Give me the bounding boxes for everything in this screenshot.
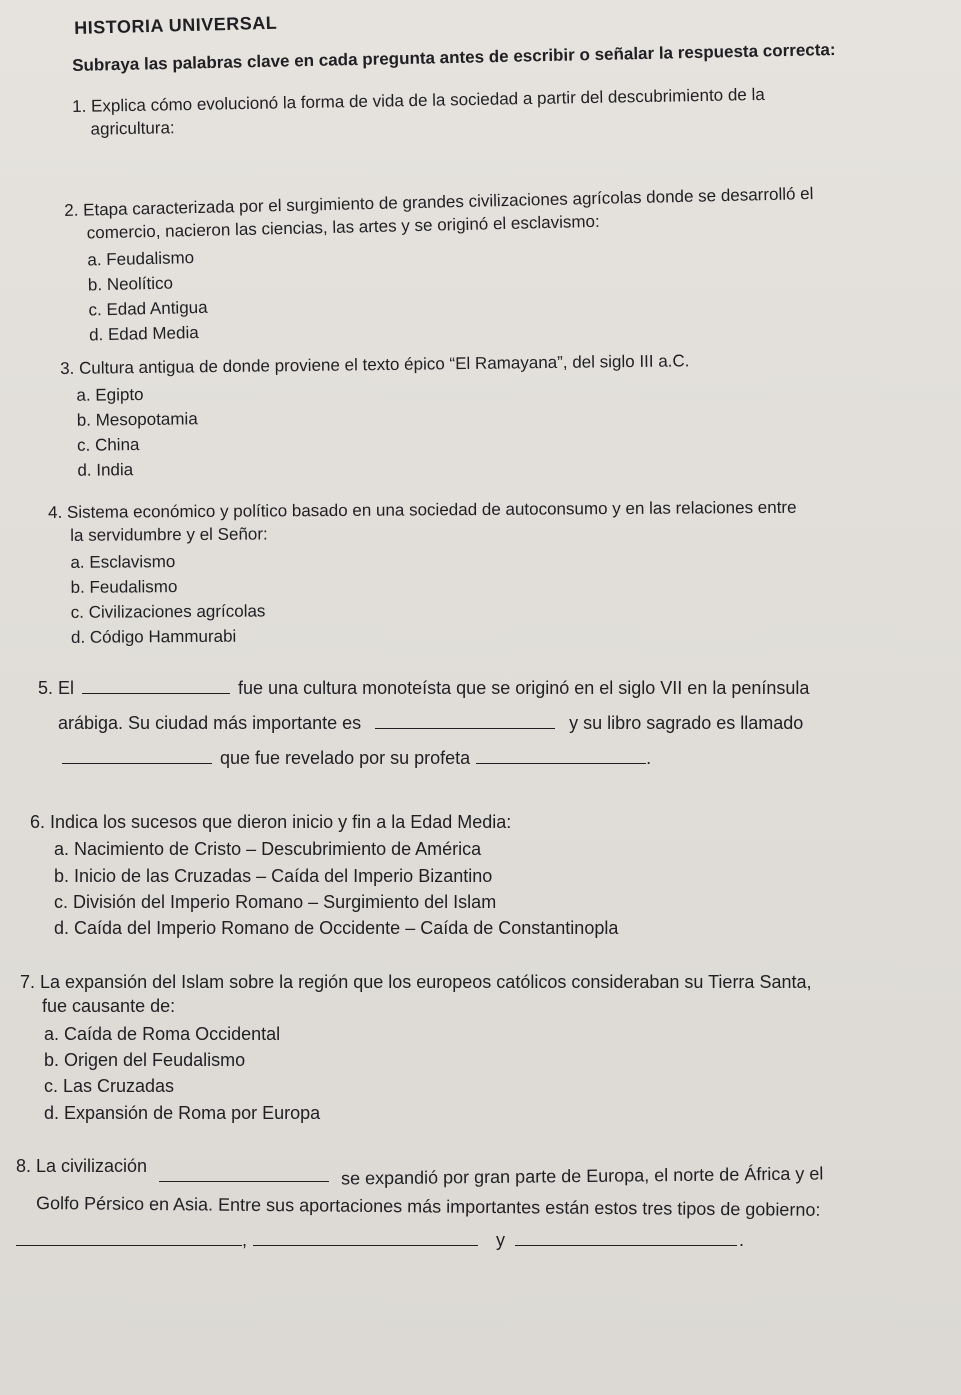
- question-6-text: 6. Indica los sucesos que dieron inicio y fin a la Edad Media:: [30, 812, 512, 832]
- question-8-text-1: 8. La civilización: [16, 1156, 148, 1176]
- question-8-end: .: [739, 1230, 745, 1251]
- question-1-text: 1. Explica cómo evolucionó la forma de vida de la sociedad a partir del descubrimiento de la: [72, 84, 765, 116]
- question-2-option-d[interactable]: d. Edad Media: [88, 323, 199, 345]
- question-3-option-b[interactable]: b. Mesopotamia: [76, 409, 198, 430]
- question-4-option-a[interactable]: a. Esclavismo: [70, 551, 176, 572]
- question-7-option-a[interactable]: a. Caída de Roma Occidental: [44, 1023, 281, 1044]
- question-5-blank-city[interactable]: [375, 712, 555, 729]
- question-5-blank-book[interactable]: [62, 747, 212, 764]
- question-2-text: 2. Etapa caracterizada por el surgimiento de grandes civilizaciones agrícolas donde se desarrolló el: [64, 183, 814, 220]
- question-7-option-c[interactable]: c. Las Cruzadas: [44, 1076, 175, 1097]
- question-8-text-3: Golfo Pérsico en Asia. Entre sus aportaciones más importantes están estos tres tipos de gobierno:: [35, 1193, 821, 1221]
- question-5-text-2: fue una cultura monoteísta que se originó en el siglo VII en la península: [238, 678, 810, 698]
- question-3-option-a[interactable]: a. Egipto: [76, 384, 144, 405]
- question-3: [60, 348, 841, 485]
- question-5-blank-prophet[interactable]: [476, 747, 646, 764]
- question-5-blank-culture[interactable]: [82, 677, 230, 694]
- question-5-text-3: arábiga. Su ciudad más importante es: [58, 713, 362, 734]
- question-4-text-cont: la servidumbre y el Señor:: [70, 524, 268, 545]
- question-6-option-a[interactable]: a. Nacimiento de Cristo – Descubrimiento de América: [54, 839, 482, 860]
- question-2-option-b[interactable]: b. Neolítico: [87, 273, 174, 295]
- question-6-option-c[interactable]: c. División del Imperio Romano – Surgimiento del Islam: [54, 892, 497, 913]
- question-3-option-d[interactable]: d. India: [77, 460, 134, 481]
- question-4-option-c[interactable]: c. Civilizaciones agrícolas: [70, 601, 266, 622]
- question-1: [72, 82, 893, 142]
- question-2-option-c[interactable]: c. Edad Antigua: [88, 297, 208, 320]
- question-7-text-cont: fue causante de:: [42, 996, 176, 1017]
- question-5-text-5: que fue revelado por su profeta: [220, 748, 471, 769]
- question-4: [48, 496, 919, 652]
- question-8-comma: ,: [242, 1230, 248, 1251]
- question-8-blank-civilization[interactable]: [159, 1165, 329, 1182]
- question-3-text: 3. Cultura antigua de donde proviene el texto épico “El Ramayana”, del siglo III a.C.: [60, 351, 690, 378]
- question-2-option-a[interactable]: a. Feudalismo: [87, 247, 195, 270]
- question-8-blank-government-3[interactable]: [515, 1229, 737, 1246]
- question-5-text-4: y su libro sagrado es llamado: [569, 713, 804, 734]
- question-7-option-b[interactable]: b. Origen del Feudalismo: [44, 1049, 246, 1070]
- question-4-option-b[interactable]: b. Feudalismo: [70, 577, 178, 597]
- question-8-y: y: [496, 1230, 506, 1251]
- question-4-text: 4. Sistema económico y político basado en una sociedad de autoconsumo y en las relaciones entre: [48, 497, 797, 522]
- question-6-option-d[interactable]: d. Caída del Imperio Romano de Occidente – Caída de Constantinopla: [54, 918, 619, 939]
- question-8-blank-government-2[interactable]: [253, 1229, 478, 1246]
- question-2: [64, 181, 907, 350]
- question-6: [30, 810, 930, 944]
- question-4-option-d[interactable]: d. Código Hammurabi: [70, 626, 237, 647]
- question-6-option-b[interactable]: b. Inicio de las Cruzadas – Caída del Imperio Bizantino: [54, 865, 493, 886]
- question-7: [20, 970, 940, 1128]
- question-3-option-c[interactable]: c. China: [76, 435, 140, 455]
- question-7-option-d[interactable]: d. Expansión de Roma por Europa: [44, 1102, 321, 1123]
- question-8-blank-government-1[interactable]: [16, 1229, 242, 1246]
- question-7-text: 7. La expansión del Islam sobre la región que los europeos católicos consideraban su Tierra Santa,: [20, 972, 812, 992]
- page-title: HISTORIA UNIVERSAL: [74, 12, 278, 38]
- question-5-text-1: 5. El: [38, 678, 75, 698]
- instructions: Subraya las palabras clave en cada pregunta antes de escribir o señalar la respuesta correcta:: [72, 40, 836, 75]
- question-1-text-cont: agricultura:: [90, 118, 175, 139]
- question-2-text-cont: comercio, nacieron las ciencias, las artes y se originó el esclavismo:: [86, 211, 600, 243]
- question-8-text-2: se expandió por gran parte de Europa, el norte de África y el: [340, 1163, 824, 1189]
- question-8: [16, 1154, 956, 1254]
- question-5-text-6: .: [646, 748, 652, 769]
- question-5: [38, 676, 933, 772]
